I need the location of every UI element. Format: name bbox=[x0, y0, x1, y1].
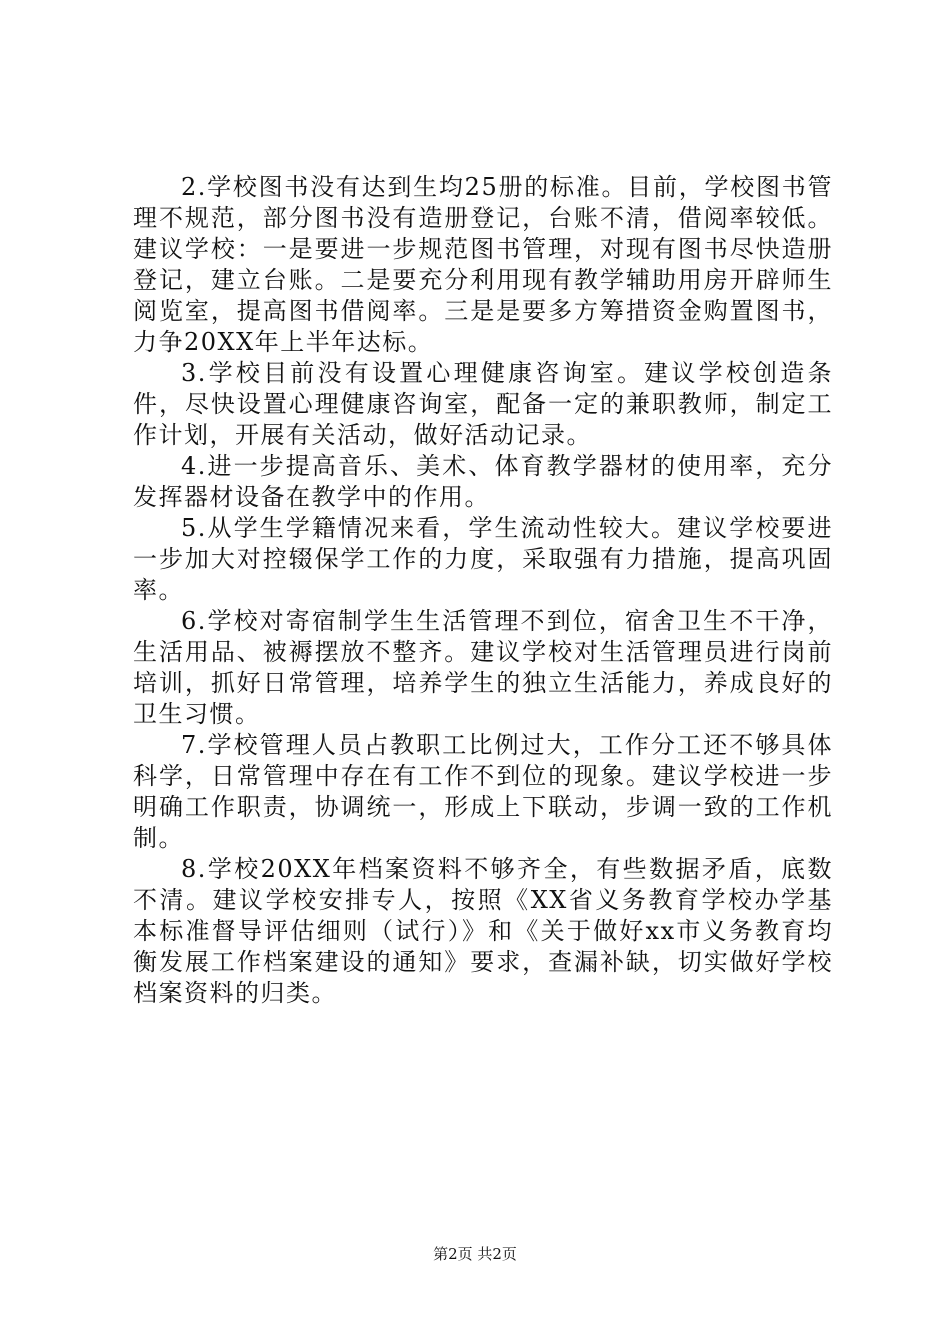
paragraph-item-5: 5.从学生学籍情况来看，学生流动性较大。建议学校要进一步加大对控辍保学工作的力度，采取强有力措施，提高巩固率。 bbox=[133, 514, 833, 604]
page-number-label: 第2页 共2页 bbox=[433, 1245, 517, 1263]
page-footer bbox=[0, 1244, 950, 1264]
paragraph-item-6: 6.学校对寄宿制学生生活管理不到位，宿舍卫生不干净，生活用品、被褥摆放不整齐。建议学校对生活管理员进行岗前培训，抓好日常管理，培养学生的独立生活能力，养成良好的卫生习惯。 bbox=[133, 607, 833, 728]
paragraph-item-3: 3.学校目前没有设置心理健康咨询室。建议学校创造条件，尽快设置心理健康咨询室，配备一定的兼职教师，制定工作计划，开展有关活动，做好活动记录。 bbox=[133, 359, 833, 449]
paragraph-item-8: 8.学校20XX年档案资料不够齐全，有些数据矛盾，底数不清。建议学校安排专人，按照《XX省义务教育学校办学基本标准督导评估细则（试行）》和《关于做好xx市义务教育均衡发展工作档案建设的通知》要求，查漏补缺，切实做好学校档案资料的归类。 bbox=[133, 855, 833, 1007]
paragraph-item-2: 2.学校图书没有达到生均25册的标准。目前，学校图书管理不规范，部分图书没有造册登记，台账不清，借阅率较低。建议学校：一是要进一步规范图书管理，对现有图书尽快造册登记，建立台账。二是要充分利用现有教学辅助用房开辟师生阅览室，提高图书借阅率。三是是要多方筹措资金购置图书，力争20XX年上半年达标。 bbox=[133, 173, 833, 356]
document-body bbox=[133, 172, 833, 1009]
paragraph-item-7: 7.学校管理人员占教职工比例过大，工作分工还不够具体科学，日常管理中存在有工作不到位的现象。建议学校进一步明确工作职责，协调统一，形成上下联动，步调一致的工作机制。 bbox=[133, 731, 833, 852]
paragraph-item-4: 4.进一步提高音乐、美术、体育教学器材的使用率，充分发挥器材设备在教学中的作用。 bbox=[133, 452, 833, 511]
